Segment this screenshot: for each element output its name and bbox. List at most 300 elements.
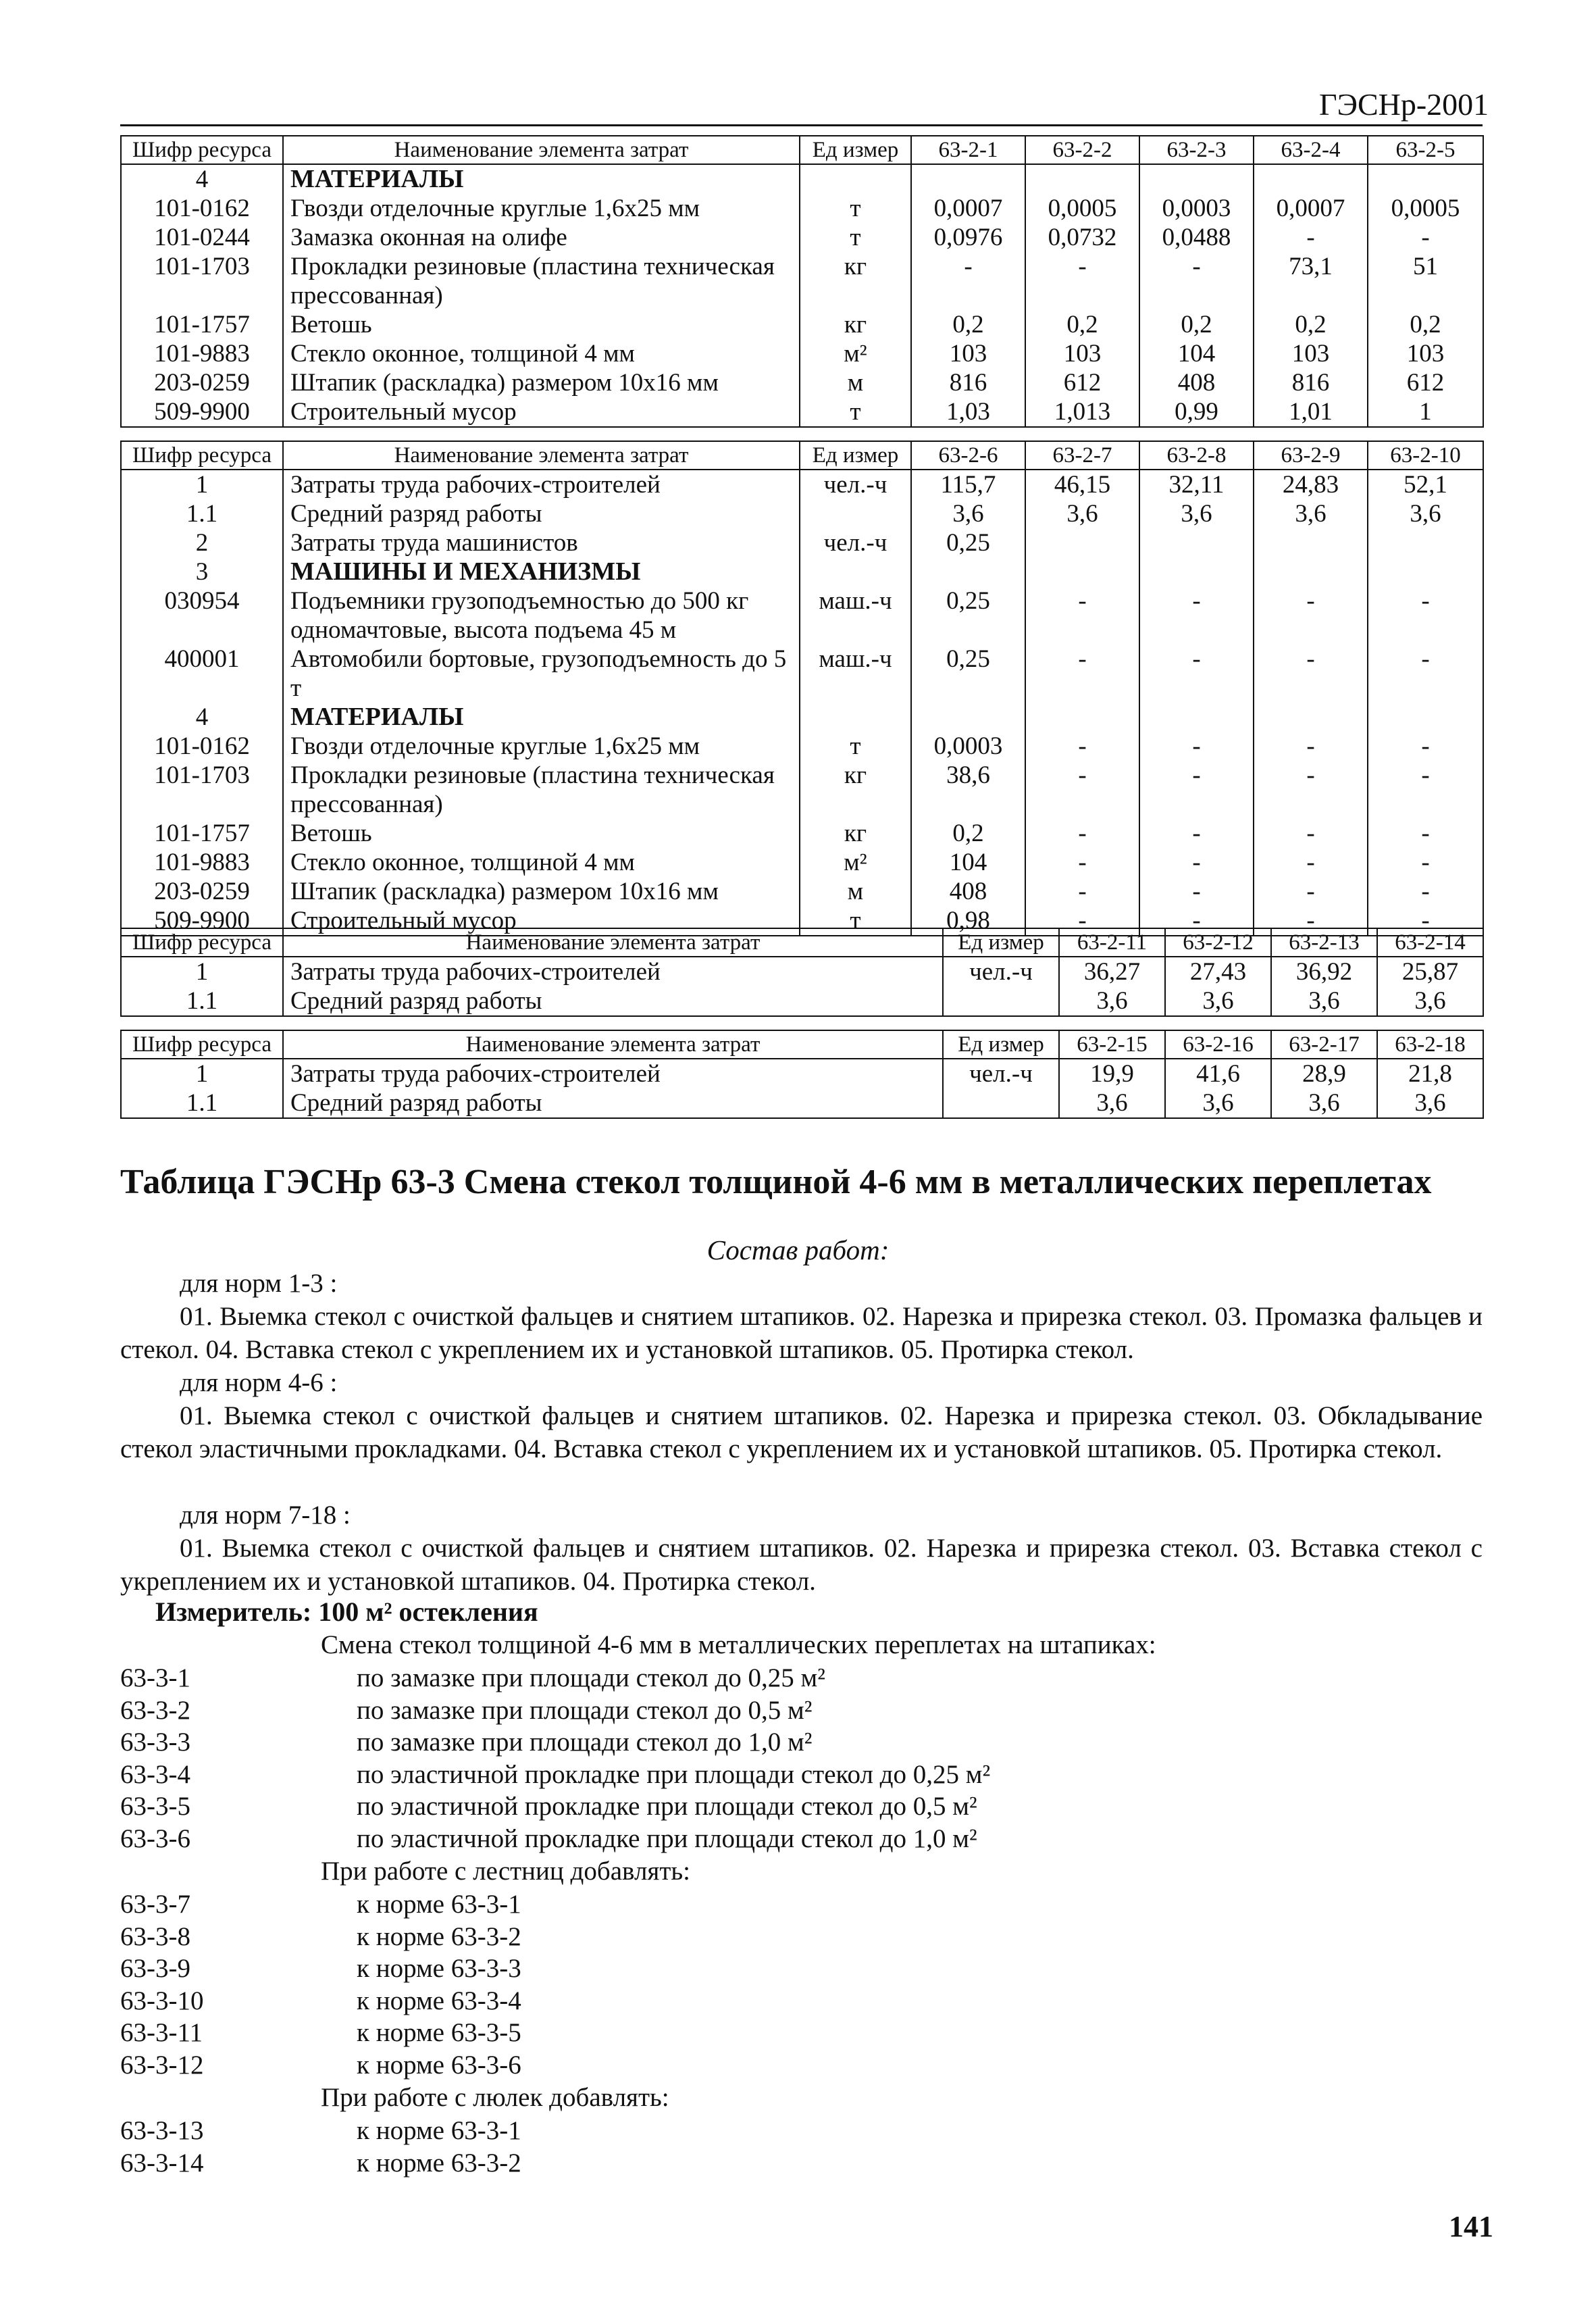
resource-code: 101-9883 [121,848,283,877]
resource-code: 1 [121,470,283,499]
norms-7-18-text: 01. Выемка стекол с очисткой фальцев и снятием штапиков. 02. Нарезка и прирезка стекол. 03. Вставка стекол с укреплением их и установкой штапиков. 04. Протирка стекол. [120,1534,1483,1596]
resource-name: МАТЕРИАЛЫ [283,164,800,194]
resource-table-63-2-1-5 [120,135,1484,428]
resource-value: - [1139,848,1254,877]
norm-description: к норме 63-3-3 [357,1954,521,1983]
table-row [121,732,1483,761]
resource-unit: чел.-ч [943,957,1059,986]
resource-value: - [1254,848,1368,877]
resource-name: Стекло оконное, толщиной 4 мм [283,339,800,368]
resource-value: 41,6 [1165,1059,1271,1088]
resource-value: - [1139,761,1254,819]
list-item [120,2017,521,2049]
norms-1-3-lead: для норм 1-3 : [180,1269,338,1298]
column-header: 63-2-4 [1254,136,1368,164]
resource-value: - [1025,848,1139,877]
norms-4-6-lead: для норм 4-6 : [180,1368,338,1397]
resource-value: 24,83 [1254,470,1368,499]
column-header: 63-2-5 [1368,136,1483,164]
norms-4-6-text: 01. Выемка стекол с очисткой фальцев и снятием штапиков. 02. Нарезка и прирезка стекол. 03. Обкладывание стекол эластичными прокладками. 04. Вставка стекол с укреплением их и установкой штапиков. 05. Протирка стекол. [120,1401,1483,1463]
resource-value: - [1254,761,1368,819]
resource-value: 0,0007 [911,194,1025,223]
measure-unit: Измеритель: 100 м² остекления [155,1596,538,1627]
resource-value: - [1139,819,1254,848]
norm-description: по замазке при площади стекол до 1,0 м² [357,1728,813,1757]
resource-code: 1.1 [121,986,283,1016]
resource-unit [800,164,911,194]
resource-value: - [1368,819,1483,848]
resource-value [1254,703,1368,732]
resource-unit [800,557,911,586]
resource-value: 1 [1368,397,1483,427]
resource-unit: т [800,223,911,252]
column-header: 63-2-18 [1377,1030,1483,1059]
resource-code: 101-1757 [121,819,283,848]
resource-value [1368,164,1483,194]
resource-value: 3,6 [1368,499,1483,528]
resource-value: 0,25 [911,645,1025,703]
resource-name: Ветошь [283,819,800,848]
column-header: Наименование элемента затрат [283,441,800,470]
resource-unit [943,986,1059,1016]
resource-value: 1,01 [1254,397,1368,427]
resource-name: МАТЕРИАЛЫ [283,703,800,732]
resource-unit: кг [800,310,911,339]
resource-name: Прокладки резиновые (пластина техническая прессованная) [283,761,800,819]
table-row [121,397,1483,427]
resource-value: 0,25 [911,528,1025,557]
resource-name: Прокладки резиновые (пластина техническая прессованная) [283,252,800,310]
table-row [121,848,1483,877]
list-item [120,1662,990,1694]
resource-name: Автомобили бортовые, грузоподъемность до 5 т [283,645,800,703]
section-title: Таблица ГЭСНр 63-3 Смена стекол толщиной 4-6 мм в металлических переплетах [120,1163,1432,1201]
resource-value: - [1139,252,1254,310]
resource-name: Средний разряд работы [283,986,943,1016]
resource-value: 0,0005 [1025,194,1139,223]
resource-value [1025,528,1139,557]
resource-value: - [1368,761,1483,819]
resource-unit: кг [800,252,911,310]
resource-unit: чел.-ч [943,1059,1059,1088]
resource-unit: м² [800,339,911,368]
column-header: 63-2-1 [911,136,1025,164]
resource-value: 19,9 [1059,1059,1165,1088]
resource-value: 3,6 [1377,986,1483,1016]
column-header: 63-2-13 [1271,928,1377,957]
norm-code: 63-3-12 [120,2050,204,2080]
resource-code: 101-0162 [121,194,283,223]
column-header: Шифр ресурса [121,928,283,957]
table-row [121,586,1483,645]
resource-value [1025,703,1139,732]
resource-name: Гвозди отделочные круглые 1,6х25 мм [283,194,800,223]
resource-unit: м [800,368,911,397]
table-row [121,645,1483,703]
resource-value [1254,528,1368,557]
column-header: 63-2-8 [1139,441,1254,470]
resource-value: 3,6 [1271,1088,1377,1118]
resource-code: 101-1703 [121,252,283,310]
resource-value: - [1139,645,1254,703]
resource-value [1368,557,1483,586]
resource-value: - [1254,906,1368,936]
column-header: 63-2-9 [1254,441,1368,470]
column-header: Ед измер [800,136,911,164]
resource-value [1254,557,1368,586]
resource-value: 0,25 [911,586,1025,645]
list-item [120,1985,521,2017]
resource-value: - [1254,586,1368,645]
resource-value: 0,0488 [1139,223,1254,252]
resource-value: 73,1 [1254,252,1368,310]
table-row [121,368,1483,397]
column-header: 63-2-15 [1059,1030,1165,1059]
column-header: Наименование элемента затрат [283,928,943,957]
resource-value: 0,0003 [1139,194,1254,223]
resource-value: 51 [1368,252,1483,310]
resource-unit: маш.-ч [800,645,911,703]
resource-value: - [1025,877,1139,906]
resource-table-63-2-6-10 [120,441,1484,936]
resource-value: 0,2 [1025,310,1139,339]
column-header: Шифр ресурса [121,1030,283,1059]
resource-value: 104 [911,848,1025,877]
resource-value: 52,1 [1368,470,1483,499]
resource-value: 1,03 [911,397,1025,427]
table-row [121,1059,1483,1088]
document-code: ГЭСНр-2001 [1319,87,1489,122]
resource-unit: т [800,732,911,761]
resource-value: 38,6 [911,761,1025,819]
norm-description: к норме 63-3-5 [357,2018,521,2047]
resource-value: 103 [911,339,1025,368]
norm-list-glazing [120,1662,990,1855]
list-item [120,2049,521,2082]
resource-code: 1 [121,1059,283,1088]
resource-unit: чел.-ч [800,528,911,557]
column-header: 63-2-11 [1059,928,1165,957]
column-header: 63-2-16 [1165,1030,1271,1059]
resource-value: 612 [1368,368,1483,397]
table-row [121,703,1483,732]
resource-value: 28,9 [1271,1059,1377,1088]
resource-value [1139,703,1254,732]
norm-code: 63-3-3 [120,1728,190,1757]
resource-code: 509-9900 [121,397,283,427]
resource-value [1025,164,1139,194]
resource-name: Строительный мусор [283,397,800,427]
resource-value: - [1254,732,1368,761]
norm-list-cradle [120,2115,521,2179]
norm-description: по замазке при площади стекол до 0,5 м² [357,1695,813,1725]
table-row [121,339,1483,368]
norm-code: 63-3-7 [120,1890,190,1919]
group-heading: Смена стекол толщиной 4-6 мм в металлических переплетах на штапиках: [321,1630,1156,1659]
resource-value: 104 [1139,339,1254,368]
resource-unit [800,499,911,528]
header-rule [120,124,1483,126]
column-header: Наименование элемента затрат [283,1030,943,1059]
table-row [121,877,1483,906]
resource-unit [800,703,911,732]
resource-value: - [1025,732,1139,761]
resource-value: 408 [1139,368,1254,397]
resource-value: 36,27 [1059,957,1165,986]
list-item [120,2147,521,2180]
resource-value: - [1368,877,1483,906]
column-header: 63-2-3 [1139,136,1254,164]
resource-value: - [1139,906,1254,936]
resource-code: 101-0244 [121,223,283,252]
resource-value: 3,6 [1025,499,1139,528]
resource-value [1368,528,1483,557]
list-item [120,1726,990,1759]
cradle-heading: При работе с люлек добавлять: [321,2083,669,2112]
resource-code: 101-1757 [121,310,283,339]
resource-name: Затраты труда машинистов [283,528,800,557]
resource-value: 0,98 [911,906,1025,936]
resource-name: Подъемники грузоподъемностью до 500 кг одномачтовые, высота подъема 45 м [283,586,800,645]
resource-value: - [1368,848,1483,877]
resource-value: 3,6 [1254,499,1368,528]
resource-value: 0,2 [911,310,1025,339]
resource-name: Штапик (раскладка) размером 10х16 мм [283,877,800,906]
list-item [120,1823,990,1855]
resource-code: 509-9900 [121,906,283,936]
column-header: 63-2-2 [1025,136,1139,164]
column-header: 63-2-10 [1368,441,1483,470]
resource-value: 0,99 [1139,397,1254,427]
resource-value: 115,7 [911,470,1025,499]
norm-code: 63-3-6 [120,1823,190,1853]
list-item [120,1888,521,1921]
resource-code: 3 [121,557,283,586]
resource-value: - [1025,645,1139,703]
norm-code: 63-3-10 [120,1986,204,2015]
norm-description: по замазке при площади стекол до 0,25 м² [357,1663,825,1692]
resource-value [1025,557,1139,586]
resource-unit: м [800,877,911,906]
resource-value [1139,528,1254,557]
resource-unit: маш.-ч [800,586,911,645]
table-row [121,499,1483,528]
resource-value [1139,164,1254,194]
resource-unit: т [800,906,911,936]
ladder-heading: При работе с лестниц добавлять: [321,1857,691,1886]
resource-code: 1.1 [121,499,283,528]
resource-value: 0,0005 [1368,194,1483,223]
resource-value: - [1025,761,1139,819]
resource-unit: кг [800,761,911,819]
list-item [120,1790,990,1823]
norm-code: 63-3-2 [120,1695,190,1725]
resource-value: - [1139,732,1254,761]
table-row [121,557,1483,586]
resource-value: 36,92 [1271,957,1377,986]
resource-value: 3,6 [1139,499,1254,528]
resource-name: Стекло оконное, толщиной 4 мм [283,848,800,877]
resource-value [1139,557,1254,586]
column-header: 63-2-12 [1165,928,1271,957]
resource-value: 612 [1025,368,1139,397]
resource-name: Средний разряд работы [283,499,800,528]
resource-value: 408 [911,877,1025,906]
column-header: Шифр ресурса [121,441,283,470]
resource-value: - [1368,732,1483,761]
norm-description: к норме 63-3-2 [357,1921,521,1951]
resource-name: Средний разряд работы [283,1088,943,1118]
list-item [120,1759,990,1791]
table-row [121,1088,1483,1118]
resource-value: - [1254,223,1368,252]
resource-value: - [1254,645,1368,703]
table-row [121,528,1483,557]
resource-name: Затраты труда рабочих-строителей [283,1059,943,1088]
list-item [120,1694,990,1727]
resource-name: Затраты труда рабочих-строителей [283,470,800,499]
resource-value: 27,43 [1165,957,1271,986]
resource-unit: чел.-ч [800,470,911,499]
norms-1-3-text: 01. Выемка стекол с очисткой фальцев и снятием штапиков. 02. Нарезка и прирезка стекол. 03. Промазка фальцев и стекол. 04. Вставка стекол с укреплением их и установкой штапиков. 05. Протирка стекол. [120,1302,1483,1364]
resource-value: 3,6 [1165,1088,1271,1118]
resource-value [911,703,1025,732]
norm-code: 63-3-1 [120,1663,190,1692]
resource-value: 103 [1368,339,1483,368]
composition-title: Состав работ: [706,1234,890,1265]
norm-description: к норме 63-3-2 [357,2148,521,2178]
resource-value: - [1368,586,1483,645]
norm-list-ladder [120,1888,521,2081]
resource-value: 3,6 [1059,986,1165,1016]
resource-value: 3,6 [1271,986,1377,1016]
resource-value: - [1368,645,1483,703]
resource-code: 1.1 [121,1088,283,1118]
resource-value: - [1368,223,1483,252]
list-item [120,1921,521,1953]
resource-value: 0,0732 [1025,223,1139,252]
column-header: 63-2-17 [1271,1030,1377,1059]
resource-name: Штапик (раскладка) размером 10х16 мм [283,368,800,397]
resource-value: 0,0976 [911,223,1025,252]
norm-code: 63-3-8 [120,1921,190,1951]
resource-value: - [1368,906,1483,936]
table-row [121,194,1483,223]
resource-code: 4 [121,164,283,194]
resource-value: - [1025,906,1139,936]
norm-description: по эластичной прокладке при площади стекол до 0,5 м² [357,1792,977,1821]
resource-name: Замазка оконная на олифе [283,223,800,252]
resource-name: Ветошь [283,310,800,339]
norm-description: по эластичной прокладке при площади стекол до 1,0 м² [357,1823,977,1853]
column-header: Шифр ресурса [121,136,283,164]
resource-code: 400001 [121,645,283,703]
column-header: 63-2-7 [1025,441,1139,470]
resource-value: - [1254,819,1368,848]
resource-name: Гвозди отделочные круглые 1,6х25 мм [283,732,800,761]
column-header: 63-2-14 [1377,928,1483,957]
resource-value: 0,2 [1368,310,1483,339]
norm-code: 63-3-9 [120,1954,190,1983]
norm-code: 63-3-4 [120,1759,190,1789]
resource-name: Строительный мусор [283,906,800,936]
table-row [121,252,1483,310]
resource-code: 030954 [121,586,283,645]
resource-value: 32,11 [1139,470,1254,499]
table-row [121,819,1483,848]
resource-value: - [1139,877,1254,906]
resource-value: 103 [1025,339,1139,368]
list-item [120,1953,521,1985]
resource-table-63-2-15-18 [120,1030,1484,1119]
resource-code: 101-9883 [121,339,283,368]
norm-code: 63-3-11 [120,2018,203,2047]
resource-name: МАШИНЫ И МЕХАНИЗМЫ [283,557,800,586]
norm-code: 63-3-5 [120,1792,190,1821]
table-row [121,957,1483,986]
resource-value [1254,164,1368,194]
resource-code: 1 [121,957,283,986]
resource-value: 1,013 [1025,397,1139,427]
resource-value [911,557,1025,586]
resource-code: 4 [121,703,283,732]
resource-value: 0,0003 [911,732,1025,761]
resource-code: 203-0259 [121,877,283,906]
resource-value [911,164,1025,194]
resource-value: 46,15 [1025,470,1139,499]
norm-description: к норме 63-3-4 [357,1986,521,2015]
resource-value: 0,2 [911,819,1025,848]
resource-value: - [1025,586,1139,645]
resource-unit [943,1088,1059,1118]
resource-unit: т [800,397,911,427]
resource-value: 3,6 [1059,1088,1165,1118]
resource-code: 101-1703 [121,761,283,819]
resource-value: 816 [1254,368,1368,397]
column-header: Ед измер [800,441,911,470]
resource-value: 25,87 [1377,957,1483,986]
resource-unit: т [800,194,911,223]
resource-code: 203-0259 [121,368,283,397]
column-header: 63-2-6 [911,441,1025,470]
resource-unit: кг [800,819,911,848]
resource-code: 2 [121,528,283,557]
resource-value: 0,0007 [1254,194,1368,223]
resource-value: 816 [911,368,1025,397]
resource-value: - [1139,586,1254,645]
norm-description: по эластичной прокладке при площади стекол до 0,25 м² [357,1759,991,1789]
resource-value: - [1254,877,1368,906]
column-header: Ед измер [943,928,1059,957]
resource-value: - [911,252,1025,310]
resource-value: - [1025,819,1139,848]
norm-code: 63-3-14 [120,2148,204,2178]
resource-value: - [1025,252,1139,310]
table-row [121,470,1483,499]
norm-code: 63-3-13 [120,2116,204,2145]
resource-value: 0,2 [1139,310,1254,339]
resource-name: Затраты труда рабочих-строителей [283,957,943,986]
resource-value: 3,6 [911,499,1025,528]
resource-value: 0,2 [1254,310,1368,339]
page-number: 141 [1449,2210,1493,2243]
norm-description: к норме 63-3-6 [357,2050,521,2080]
norm-description: к норме 63-3-1 [357,1890,521,1919]
resource-table-63-2-11-14 [120,928,1484,1017]
table-row [121,310,1483,339]
resource-value: 21,8 [1377,1059,1483,1088]
resource-value: 103 [1254,339,1368,368]
